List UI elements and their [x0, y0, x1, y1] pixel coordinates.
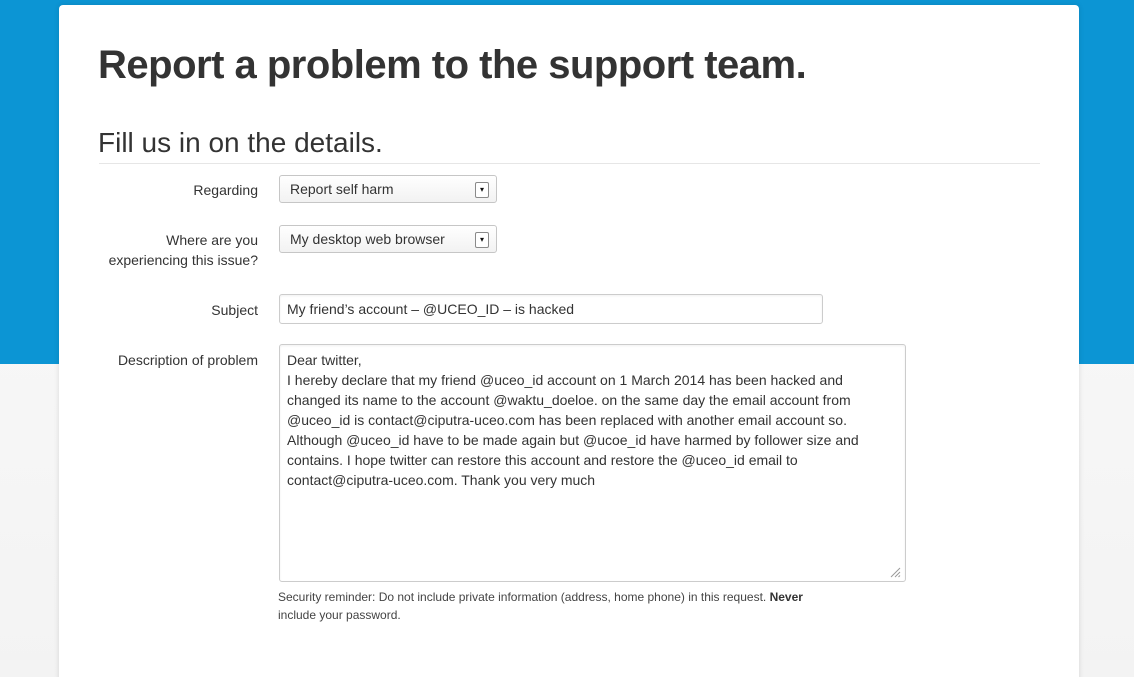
subject-input[interactable]: My friend’s account – @UCEO_ID – is hacked [279, 294, 823, 324]
description-textarea[interactable] [279, 344, 906, 582]
platform-label-line1: Where are you [166, 232, 258, 248]
divider [99, 163, 1040, 164]
platform-label-line2: experiencing this issue? [108, 252, 258, 268]
form-card [59, 5, 1079, 677]
security-reminder [278, 588, 838, 624]
page-title: Report a problem to the support team. [98, 43, 807, 87]
regarding-select-value: Report self harm [290, 181, 394, 197]
section-title: Fill us in on the details. [98, 127, 383, 158]
description-line: I hereby declare that my friend @uceo_id account on 1 March 2014 has been hacked and [287, 372, 843, 388]
dropdown-arrow-icon: ▾ [475, 232, 489, 248]
description-line: @uceo_id is contact@ciputra-uceo.com has been replaced with another email account so. [287, 412, 847, 428]
description-label: Description of problem [117, 352, 258, 368]
resize-grip-icon[interactable] [889, 566, 901, 578]
dropdown-arrow-icon: ▾ [475, 182, 489, 198]
security-reminder-text-end: include your password. [278, 608, 401, 622]
security-reminder-emphasis: Never [769, 590, 803, 604]
description-line: Although @uceo_id have to be made again but @ucoe_id have harmed by follower size and [287, 432, 859, 448]
security-reminder-text: Security reminder: Do not include private information (address, home phone) in this request. [278, 590, 767, 604]
description-line: contact@ciputra-uceo.com. Thank you very much [287, 472, 596, 488]
regarding-label: Regarding [193, 182, 258, 198]
description-line: changed its name to the account @waktu_doeloe. on the same day the email account from [287, 392, 851, 408]
subject-label: Subject [211, 302, 258, 318]
platform-select[interactable] [279, 225, 497, 253]
description-line: Dear twitter, [287, 352, 362, 368]
description-line: contains. I hope twitter can restore this account and restore the @uceo_id email to [287, 452, 798, 468]
platform-select-value: My desktop web browser [290, 231, 445, 247]
regarding-select[interactable] [279, 175, 497, 203]
platform-label [109, 230, 258, 270]
